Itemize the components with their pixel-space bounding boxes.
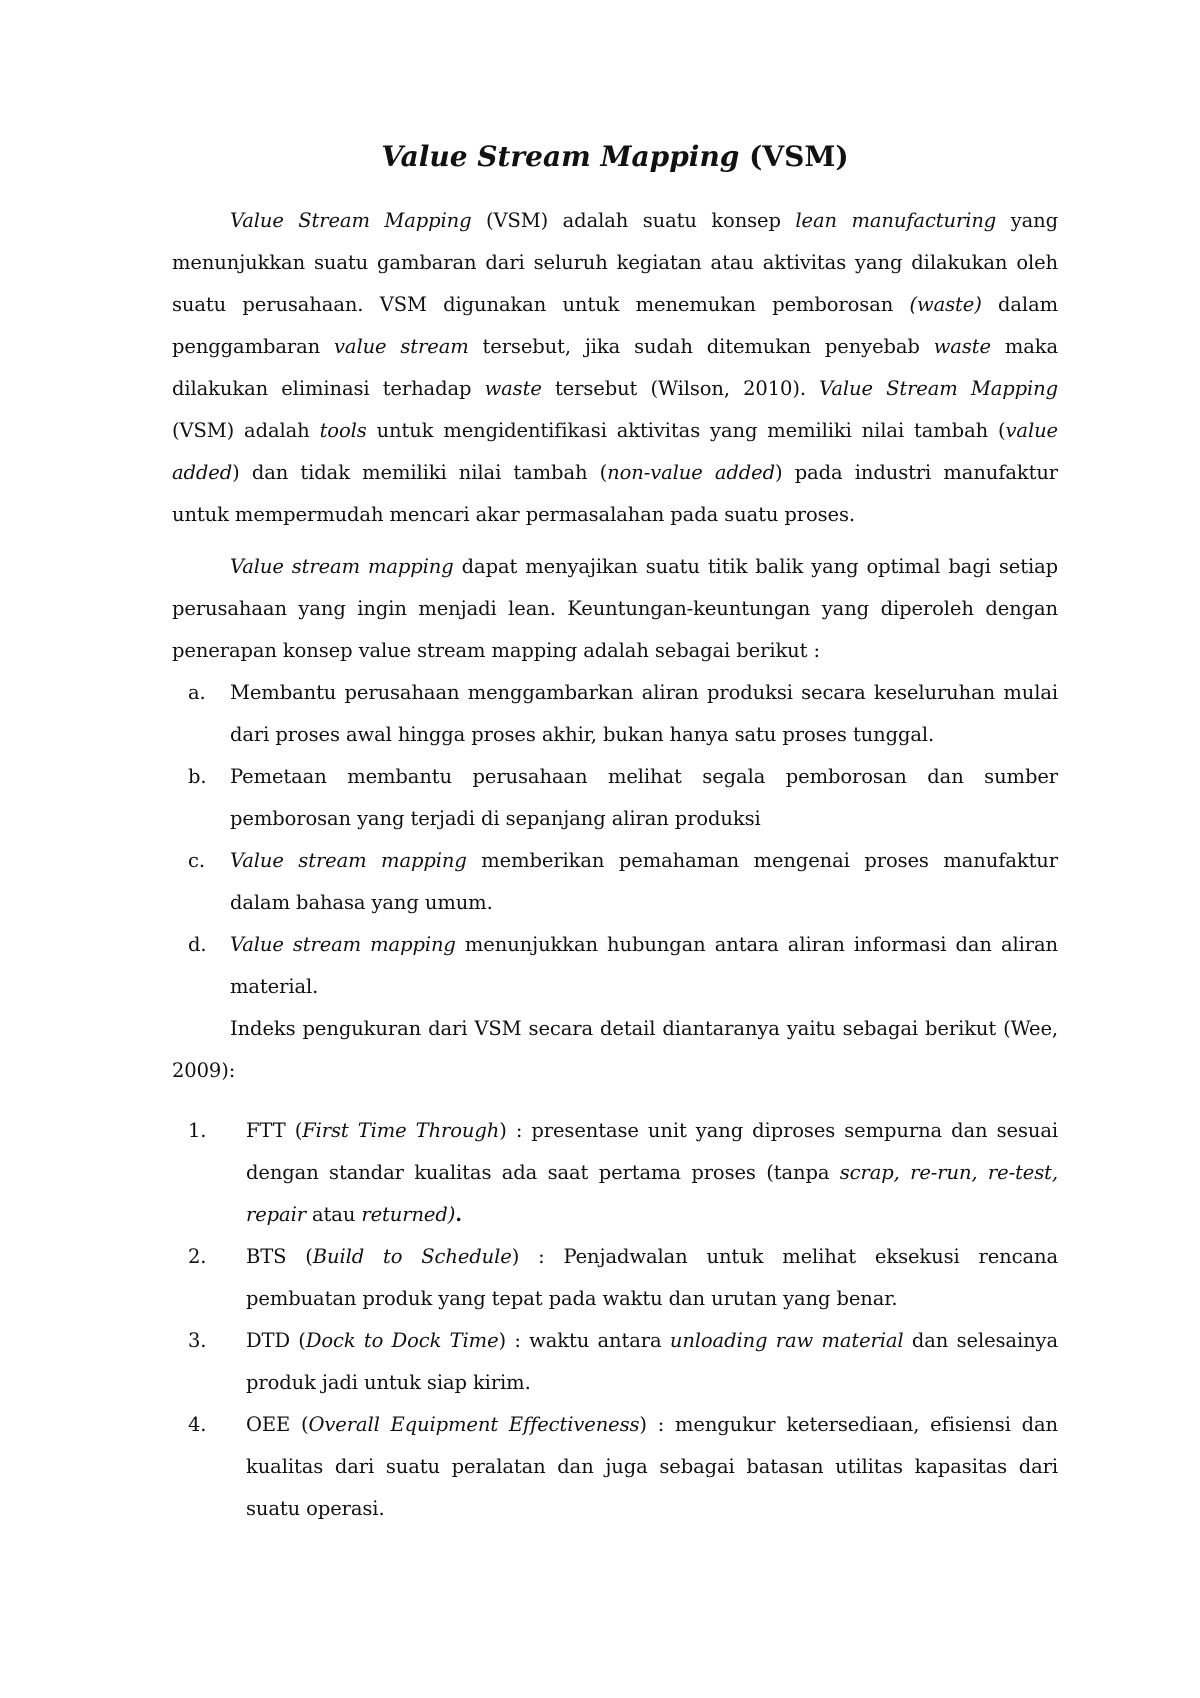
term: value stream xyxy=(334,334,469,358)
paragraph-vsm-benefits-intro xyxy=(172,546,1058,672)
term: lean manufacturing xyxy=(795,208,997,232)
term: tools xyxy=(319,418,367,442)
text-run: maka dilakukan eliminasi terhadap xyxy=(172,334,1058,400)
text-run: atau xyxy=(305,1202,362,1226)
list-marker: 4. xyxy=(188,1412,207,1436)
term: non-value added xyxy=(607,460,776,484)
list-item-text: memberikan pemahaman mengenai proses manufaktur dalam bahasa yang umum. xyxy=(230,848,1058,914)
text-run: OEE ( xyxy=(246,1412,309,1436)
list-marker: 1. xyxy=(188,1118,207,1142)
text-run: untuk mengidentifikasi aktivitas yang memiliki nilai tambah ( xyxy=(366,418,1006,442)
term: (waste) xyxy=(909,292,982,316)
text-run: ) : presentase unit yang diproses sempurna dan sesuai dengan standar kualitas ada saat pertama proses (tanpa xyxy=(246,1118,1058,1184)
text-run: tersebut (Wilson, 2010). xyxy=(541,376,820,400)
text-run: (VSM) adalah suatu konsep xyxy=(471,208,796,232)
measurement-index-list xyxy=(172,1110,1058,1530)
benefits-list xyxy=(172,672,1058,1008)
list-item xyxy=(172,672,1058,756)
term: Value stream mapping xyxy=(230,554,454,578)
term: First Time Through xyxy=(302,1118,500,1142)
term: unloading raw material xyxy=(669,1328,904,1352)
list-marker: c. xyxy=(188,848,205,872)
text-run: dapat menyajikan suatu titik balik yang optimal bagi setiap perusahaan yang ingin menjadi lean. Keuntungan-keuntungan yang diperoleh dengan penerapan konsep value stream mapping adalah sebagai berikut : xyxy=(172,554,1058,662)
term: Value stream mapping xyxy=(230,932,456,956)
term: Dock to Dock Time xyxy=(305,1328,499,1352)
term: scrap, re-run, re-test, repair xyxy=(246,1160,1058,1226)
text-run: ) dan tidak memiliki nilai tambah ( xyxy=(232,460,608,484)
text-run: ) : waktu antara xyxy=(498,1328,670,1352)
text-run: (VSM) adalah xyxy=(172,418,320,442)
list-marker: 2. xyxy=(188,1244,207,1268)
list-item-text: menunjukkan hubungan antara aliran informasi dan aliran material. xyxy=(230,932,1058,998)
list-marker: 3. xyxy=(188,1328,207,1352)
list-item-dtd xyxy=(172,1320,1058,1404)
term: Value Stream Mapping xyxy=(230,208,472,232)
list-item-ftt xyxy=(172,1110,1058,1236)
list-item-text: Membantu perusahaan menggambarkan aliran produksi secara keseluruhan mulai dari proses awal hingga proses akhir, bukan hanya satu proses tunggal. xyxy=(230,680,1058,746)
text-run: yang menunjukkan suatu gambaran dari seluruh kegiatan atau aktivitas yang dilakukan oleh suatu perusahaan. VSM digunakan untuk menemukan pemborosan xyxy=(172,208,1058,316)
text-run: Indeks pengukuran dari VSM secara detail diantaranya yaitu sebagai berikut (Wee, 2009): xyxy=(172,1016,1058,1082)
list-item-text: Pemetaan membantu perusahaan melihat segala pemborosan dan sumber pemborosan yang terjadi di sepanjang aliran produksi xyxy=(230,764,1058,830)
text-run: ) : Penjadwalan untuk melihat eksekusi rencana pembuatan produk yang tepat pada waktu dan urutan yang benar. xyxy=(246,1244,1058,1310)
text-run: dalam penggambaran xyxy=(172,292,1058,358)
document-page xyxy=(172,140,1058,1530)
term: value added xyxy=(172,418,1058,484)
list-item xyxy=(172,756,1058,840)
term: waste xyxy=(484,376,542,400)
text-run: tersebut, jika sudah ditemukan penyebab xyxy=(468,334,934,358)
term: Build to Schedule xyxy=(312,1244,512,1268)
text-run: BTS ( xyxy=(246,1244,313,1268)
paragraph-measurement-index-intro xyxy=(172,1008,1058,1092)
text-run: ) pada industri manufaktur untuk mempermudah mencari akar permasalahan pada suatu proses. xyxy=(172,460,1059,526)
title-suffix: (VSM) xyxy=(739,140,849,173)
term: Value Stream Mapping xyxy=(819,376,1058,400)
page-title xyxy=(172,140,1058,174)
list-item-oee xyxy=(172,1404,1058,1530)
title-italic: Value Stream Mapping xyxy=(381,140,740,173)
text-run: ) : mengukur ketersediaan, efisiensi dan kualitas dari suatu peralatan dan juga sebagai batasan utilitas kapasitas dari suatu operasi. xyxy=(246,1412,1058,1520)
term: Value stream mapping xyxy=(230,848,467,872)
list-marker: a. xyxy=(188,680,206,704)
paragraph-vsm-definition xyxy=(172,200,1058,536)
list-item xyxy=(172,924,1058,1008)
term: Overall Equipment Effectiveness xyxy=(308,1412,640,1436)
list-marker: d. xyxy=(188,932,207,956)
term: waste xyxy=(933,334,991,358)
text-run: . xyxy=(455,1202,462,1226)
text-run: dan selesainya produk jadi untuk siap kirim. xyxy=(246,1328,1058,1394)
term: returned) xyxy=(361,1202,456,1226)
list-item xyxy=(172,840,1058,924)
text-run: DTD ( xyxy=(246,1328,306,1352)
text-run: FTT ( xyxy=(246,1118,303,1142)
list-item-bts xyxy=(172,1236,1058,1320)
list-marker: b. xyxy=(188,764,207,788)
